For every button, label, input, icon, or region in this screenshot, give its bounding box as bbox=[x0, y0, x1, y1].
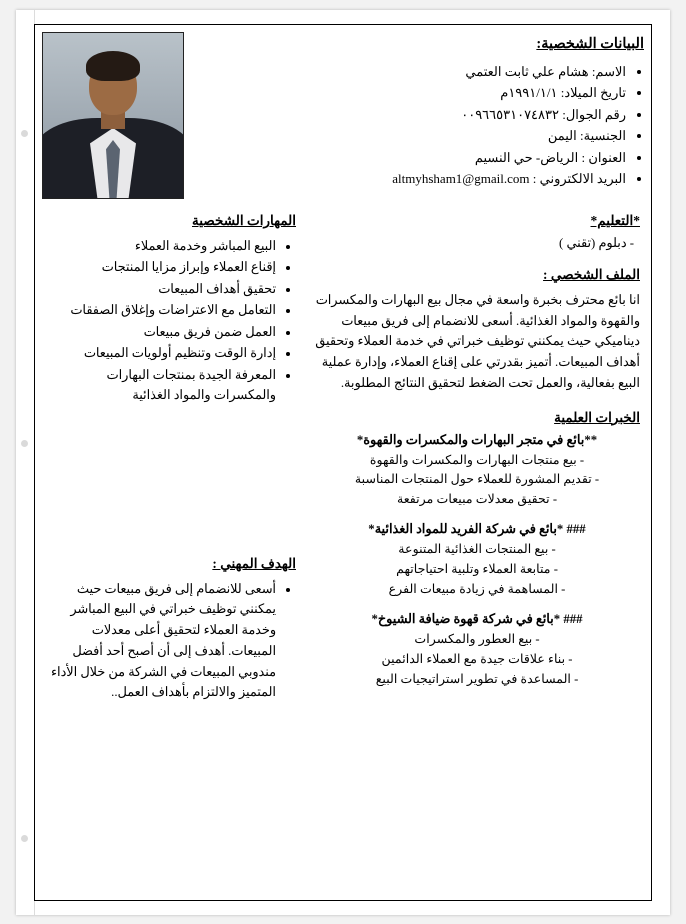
experience-lines bbox=[314, 451, 640, 511]
experience-block bbox=[314, 410, 640, 690]
experience-group bbox=[314, 433, 640, 511]
profile-block bbox=[314, 267, 640, 394]
skills-list bbox=[46, 236, 296, 406]
personal-info-title: البيانات الشخصية: bbox=[536, 36, 644, 52]
binding-dot bbox=[21, 835, 28, 842]
list-item: - تحقيق معدلات مبيعات مرتفعة bbox=[396, 492, 558, 507]
list-item: - المساعدة في تطوير استراتيجيات البيع bbox=[375, 671, 579, 686]
list-item: • إدارة الوقت وتنظيم أولويات المبيعات bbox=[46, 343, 276, 363]
education-title: *التعليم* bbox=[590, 213, 640, 228]
list-item: • إقناع العملاء وإبراز مزايا المنتجات bbox=[46, 257, 276, 277]
list-item: - بيع العطور والمكسرات bbox=[414, 631, 540, 646]
binding-dot bbox=[21, 130, 28, 137]
experience-heading: ### *بائع في شركة قهوة ضيافة الشيوخ* bbox=[371, 611, 583, 626]
profile-photo bbox=[42, 32, 184, 199]
list-item: • البيع المباشر وخدمة العملاء bbox=[46, 236, 276, 256]
profile-text: انا بائع محترف بخبرة واسعة في مجال بيع البهارات والمكسرات والقهوة والمواد الغذائية. أسعى للانضمام إلى فريق مبيعات ديناميكي حيث يمكنني توظيف خبراتي في خدمة العملاء وتحقيق أهداف المبيعات. أتميز بقدرتي على إقناع العملاء، وإدارة عملية البيع بفعالية، والعمل تحت الضغط لتحقيق النتائج المطلوبة. bbox=[315, 293, 640, 390]
photo-hair bbox=[86, 51, 140, 81]
goal-title: الهدف المهني : bbox=[212, 555, 296, 571]
page-binding-strip bbox=[16, 10, 35, 915]
personal-info-list bbox=[202, 61, 644, 190]
list-item: • رقم الجوال: ٠٠٩٦٦٥٣١٠٧٤٨٣٢ bbox=[202, 104, 626, 125]
list-item: • التعامل مع الاعتراضات وإغلاق الصفقات bbox=[46, 300, 276, 320]
list-item: - بيع المنتجات الغذائية المتنوعة bbox=[398, 542, 556, 557]
personal-info-block bbox=[202, 32, 644, 190]
experience-heading: ### *بائع في شركة الفريد للمواد الغذائية* bbox=[368, 522, 586, 537]
goal-list bbox=[46, 579, 296, 703]
list-item: • العمل ضمن فريق مبيعات bbox=[46, 322, 276, 342]
list-item: - بناء علاقات جيدة مع العملاء الدائمين bbox=[381, 651, 573, 666]
list-item: - بيع منتجات البهارات والمكسرات والقهوة bbox=[369, 452, 585, 467]
resume-header bbox=[42, 32, 644, 199]
experience-lines bbox=[314, 630, 640, 690]
experience-heading: **بائع في متجر البهارات والمكسرات والقهوة* bbox=[356, 432, 598, 447]
list-item: • العنوان : الرياض- حي النسيم bbox=[202, 147, 626, 168]
list-item: - تقديم المشورة للعملاء حول المنتجات المناسبة bbox=[354, 472, 600, 487]
list-item: • تاريخ الميلاد: ١٩٩١/١/١م bbox=[202, 82, 626, 103]
list-item: - متابعة العملاء وتلبية احتياجاتهم bbox=[396, 562, 558, 577]
experience-lines bbox=[314, 540, 640, 600]
list-item: • الاسم: هشام علي ثابت العتمي bbox=[202, 61, 626, 82]
right-column bbox=[314, 213, 644, 719]
resume-content bbox=[42, 32, 644, 897]
education-line: - دبلوم (تقني ) bbox=[559, 236, 634, 250]
skills-block bbox=[46, 213, 296, 406]
goal-block bbox=[46, 556, 296, 703]
resume-body bbox=[42, 213, 644, 719]
list-item: • تحقيق أهداف المبيعات bbox=[46, 279, 276, 299]
profile-title: الملف الشخصي : bbox=[543, 267, 640, 282]
left-column bbox=[42, 213, 314, 719]
list-item: • أسعى للانضمام إلى فريق مبيعات حيث يمكنني توظيف خبراتي في البيع المباشر وخدمة العملاء لتحقيق أعلى معدلات المبيعات. أهدف إلى أن أصبح أحد أفضل مندوبي المبيعات في الشركة من خلال الأداء المتميز والالتزام بأهداف العمل.. bbox=[46, 579, 276, 703]
list-item: • الجنسية: اليمن bbox=[202, 125, 626, 146]
list-item: - المساهمة في زيادة مبيعات الفرع bbox=[388, 582, 566, 597]
experience-group bbox=[314, 612, 640, 690]
list-item-email: • البريد الالكتروني : altmyhsham1@gmail.com bbox=[202, 168, 626, 189]
education-block bbox=[314, 213, 640, 251]
experience-group bbox=[314, 522, 640, 600]
skills-title: المهارات الشخصية bbox=[192, 213, 296, 228]
binding-dot bbox=[21, 440, 28, 447]
experience-title: الخبرات العلمية bbox=[554, 409, 640, 425]
list-item: • المعرفة الجيدة بمنتجات البهارات والمكسرات والمواد الغذائية bbox=[46, 365, 276, 406]
resume-page bbox=[16, 10, 670, 915]
